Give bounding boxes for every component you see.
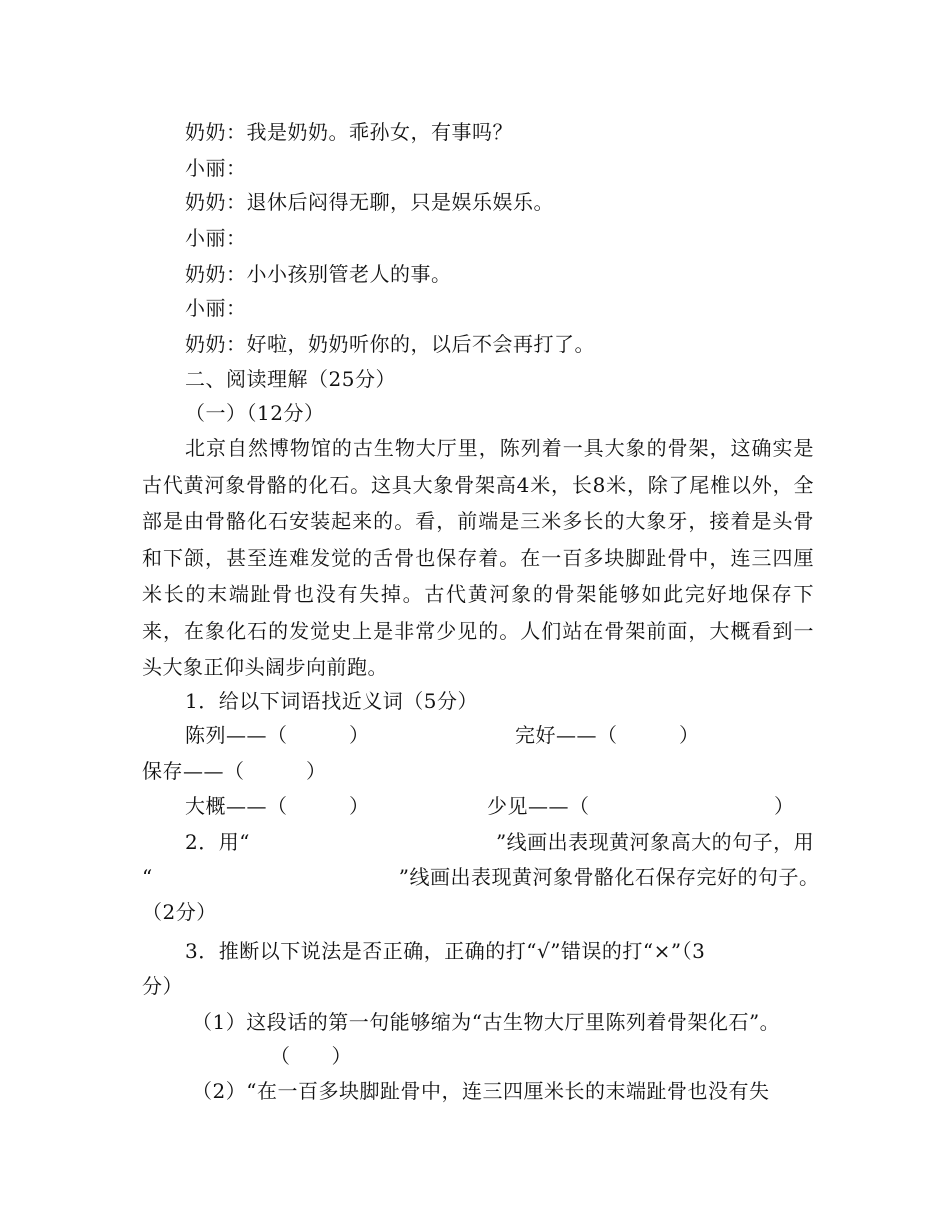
dialogue-line-6: 小丽： xyxy=(185,296,247,320)
reading-passage: 北京自然博物馆的古生物大厅里，陈列着一具大象的骨架，这确实是古代黄河象骨骼的化石。这具大象骨架高4米，长8米，除了尾椎以外，全部是由骨骼化石安装起来的。看，前端是三米多长的大象牙，接着是头骨和下颌，甚至连难发觉的舌骨也保存着。在一百多块脚趾骨中，连三四厘米长的末端趾骨也没有失掉。古代黄河象的骨架能够如此完好地保存下来，在象化石的发觉史上是非常少见的。人们站在骨架前面，大概看到一头大象正仰头阔步向前跑。 xyxy=(142,436,814,679)
q1-item-dagai: 大概——（ ） xyxy=(185,794,370,818)
part-heading: （一）（12分） xyxy=(185,401,325,425)
dialogue-line-4: 小丽： xyxy=(185,226,247,250)
dialogue-text: 退休后闷得无聊，只是娱乐娱乐。 xyxy=(246,190,554,214)
section-heading: 二、阅读理解（25分） xyxy=(185,367,396,391)
q1-item-shaojian: 少见——（ ） xyxy=(487,794,795,818)
q1-title: 1．给以下词语找近义词（5分） xyxy=(185,689,478,713)
dialogue-line-7: 奶奶：好啦，奶奶听你的，以后不会再打了。 xyxy=(185,332,595,356)
speaker: 奶奶 xyxy=(185,120,226,144)
q3-item-2: （2）“在一百多块脚趾骨中，连三四厘米长的末端趾骨也没有失 xyxy=(192,1079,770,1103)
dialogue-line-3: 奶奶：退休后闷得无聊，只是娱乐娱乐。 xyxy=(185,190,554,214)
speaker: 小丽 xyxy=(185,296,226,320)
q3-item-1-blank: （ ） xyxy=(270,1044,352,1068)
q2-line-1: 2．用“ ”线画出表现黄河象高大的句子，用 xyxy=(185,830,815,854)
dialogue-text: 小小孩别管老人的事。 xyxy=(246,262,452,286)
q3-line-2: 分） xyxy=(142,974,183,998)
speaker: 奶奶 xyxy=(185,262,226,286)
dialogue-text: 好啦，奶奶听你的，以后不会再打了。 xyxy=(246,332,595,356)
q1-item-chenlie: 陈列——（ ） xyxy=(185,723,370,747)
q1-item-wanhao: 完好——（ ） xyxy=(515,723,700,747)
speaker: 小丽 xyxy=(185,156,226,180)
dialogue-line-1: 奶奶：我是奶奶。乖孙女，有事吗？ xyxy=(185,120,513,144)
q3-item-1: （1）这段话的第一句能够缩为“古生物大厅里陈列着骨架化石”。 xyxy=(192,1010,781,1034)
speaker: 奶奶 xyxy=(185,190,226,214)
speaker: 小丽 xyxy=(185,226,226,250)
speaker: 奶奶 xyxy=(185,332,226,356)
dialogue-text: 我是奶奶。乖孙女，有事吗？ xyxy=(246,120,513,144)
q3-line-1: 3．推断以下说法是否正确，正确的打“√”错误的打“×”（3 xyxy=(185,939,706,963)
q2-line-3: （2分） xyxy=(142,900,217,924)
q2-line-2: “ ”线画出表现黄河象骨骼化石保存完好的句子。 xyxy=(142,865,820,889)
q1-item-baocun: 保存——（ ） xyxy=(142,759,327,783)
dialogue-line-5: 奶奶：小小孩别管老人的事。 xyxy=(185,262,452,286)
dialogue-line-2: 小丽： xyxy=(185,156,247,180)
